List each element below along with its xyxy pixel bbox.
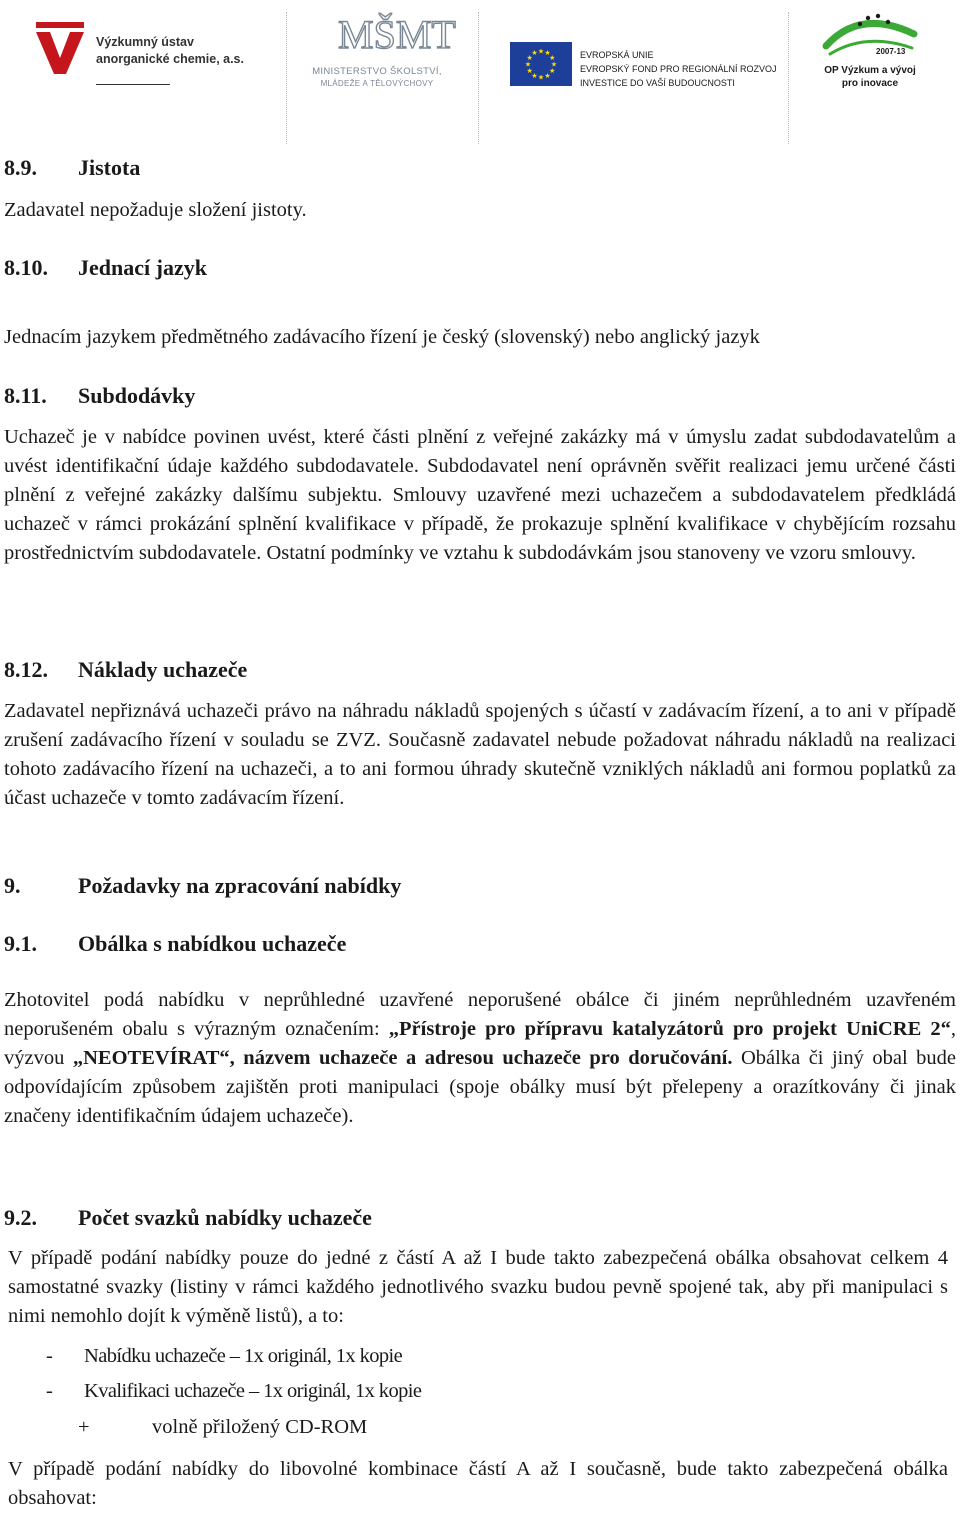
vuach-underline [96, 84, 170, 85]
section-heading-8-10: 8.10. Jednací jazyk [4, 255, 207, 280]
section-text-9-1: Zhotovitel podá nabídku v neprůhledné uzavřené neporušené obálce či jiném neprůhledném uzavřeném neporušeném obalu s výrazným označením: „Přístroje pro přípravu katalyzátorů pro projekt UniCRE 2“, výzvou „NEOTEVÍRAT“, názvem uchazeče a adresou uchazeče pro doručování. Obálka či jiný obal bude odpovídajícím způsobem zajištěn proti manipulaci (spoje obálky musí být přelepeny a orazítkovány či jinak značeny identifikačním údajem uchazeče). [4, 989, 957, 1127]
op-swoosh-icon [820, 12, 920, 64]
section-heading-8-9: 8.9. Jistota [4, 155, 141, 180]
svg-text:2007-13: 2007-13 [876, 47, 906, 56]
section-text-8-10: Jednacím jazykem předmětného zadávacího řízení je český (slovenský) nebo anglický jazyk [4, 326, 760, 348]
eu-star-icon: ★ [549, 67, 556, 75]
eu-star-icon: ★ [526, 67, 533, 75]
section-heading-8-11: 8.11. Subdodávky [4, 383, 196, 408]
eu-star-icon: ★ [550, 60, 558, 69]
msmt-name: MINISTERSTVO ŠKOLSTVÍ, MLÁDEŽE A TĚLOVÝCHOVY [312, 66, 442, 88]
eu-star-icon: ★ [537, 47, 545, 56]
eu-text: EVROPSKÁ UNIE EVROPSKÝ FOND PRO REGIONÁLNÍ ROZVOJ INVESTICE DO VAŠÍ BUDOUCNOSTI [580, 50, 777, 88]
op-logo [820, 12, 920, 64]
section-text-8-11: Uchazeč je v nabídce povinen uvést, které části plnění z veřejné zakázky má v úmyslu zadat subdodavatelům a uvést identifikační údaje každého subdodavatele. Subdodavatel není oprávněn svěřit realizaci jemu určené části plnění z veřejné zakázky dalšímu subjektu. Smlouvy uzavřené mezi uchazečem a subdodavatelem předkládá uchazeč v rámci prokázání splnění kvalifikace v případě, že prokazuje splnění kvalifikace v chybějícím rozsahu prostřednictvím subdodavatele. Ostatní podmínky ve vztahu k subdodávkám jsou stanoveny ve vzoru smlouvy. [4, 426, 956, 564]
divider [286, 12, 287, 144]
section-text-8-12: Zadavatel nepřiznává uchazeči právo na náhradu nákladů spojených s účastí v zadávacím řízení, a to ani v případě zrušení zadávacího řízení v souladu se ZVZ. Současně zadavatel nebude požadovat náhradu nákladů na realizaci tohoto zadávacího řízení na uchazeči, a to ani formou úhrady skutečně vzniklých nákladů ani formou poplatků za účast uchazeče v tomto zadávacím řízení. [4, 700, 956, 809]
section-heading-8-12: 8.12. Náklady uchazeče [4, 657, 248, 682]
svg-text:MŠMT: MŠMT [338, 12, 456, 57]
list-item: + volně přiložený CD-ROM [78, 1416, 368, 1438]
section-heading-9: 9. Požadavky na zpracování nabídky [4, 873, 402, 898]
section-text-9-2-continued: V případě podání nabídky do libovolné kombinace částí A až I současně, bude takto zabezpečená obálka obsahovat: [8, 1458, 948, 1509]
msmt-logo [336, 10, 456, 68]
section-text-8-9: Zadavatel nepožaduje složení jistoty. [4, 199, 307, 221]
eu-star-icon: ★ [531, 49, 538, 58]
section-text-9-2: V případě podání nabídky pouze do jedné z částí A až I bude takto zabezpečená obálka obsahovat celkem 4 samostatné svazky (listiny v rámci každého jednotlivého svazku budou pevně spojené tak, aby při manipulaci s nimi nemohlo dojít k výměně listů), a to: [8, 1247, 948, 1327]
eu-star-icon: ★ [549, 54, 556, 62]
page-header [0, 0, 960, 150]
divider [478, 12, 479, 144]
section-heading-9-2: 9.2. Počet svazků nabídky uchazeče [4, 1205, 372, 1230]
msmt-logo-icon [336, 10, 456, 68]
eu-star-icon: ★ [544, 71, 551, 80]
vuach-logo-icon [34, 18, 86, 76]
eu-star-icon: ★ [531, 71, 538, 80]
list-item: - Kvalifikaci uchazeče – 1x originál, 1x kopie [46, 1380, 422, 1402]
list-item: - Nabídku uchazeče – 1x originál, 1x kopie [46, 1345, 403, 1367]
eu-flag [510, 42, 572, 86]
eu-star-icon: ★ [524, 60, 532, 69]
divider [788, 12, 789, 144]
eu-star-icon: ★ [537, 73, 545, 82]
vuach-logo [34, 18, 86, 76]
eu-star-icon: ★ [544, 49, 551, 58]
eu-star-icon: ★ [526, 54, 533, 62]
op-name: OP Výzkum a vývoj pro inovace [824, 65, 916, 89]
eu-stars-icon [510, 42, 572, 86]
section-heading-9-1: 9.1. Obálka s nabídkou uchazeče [4, 931, 347, 956]
vuach-name: Výzkumný ústav anorganické chemie, a.s. [96, 35, 244, 66]
